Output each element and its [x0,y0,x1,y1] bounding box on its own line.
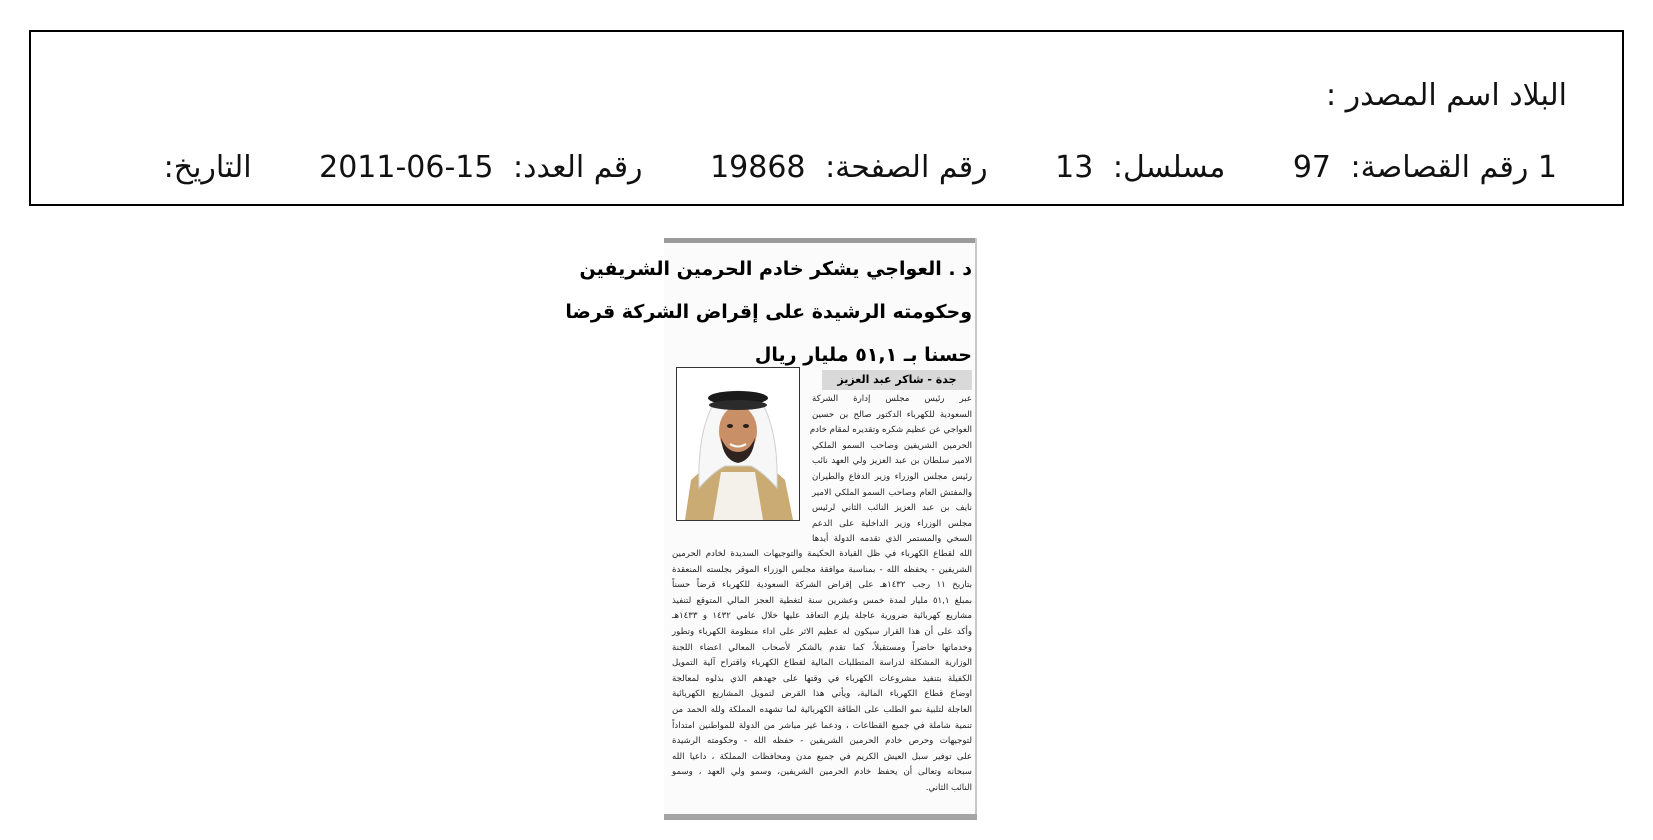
body-line: الحرمين الشريفين وصاحب السمو الملكي [812,440,972,451]
body-line: تنمية شاملة في جميع القطاعات ، ودعما غير مباشر من الدولة للمواطنين امتداداً [672,720,972,731]
body-line: اوضاع قطاع الكهرباء المالية، ويأتي هذا القرض لتمويل المشاريع الكهربائية [672,689,972,700]
body-line: مجلس الوزراء وزير الداخلية على الدعم [812,518,972,529]
body-line: مشاريع كهربائية ضرورية عاجلة يلزم التعاقد عليها خلال عامي ١٤٣٢ و ١٤٣٣هـ [672,611,972,622]
body-line: الوزارية المشكلة لدراسة المتطلبات المالية لقطاع الكهرباء واقتراح آلية التمويل [672,658,972,669]
source-value: البلاد [1509,78,1567,113]
date-value: 2011-06-15 [319,150,494,185]
article-body-column [809,392,972,548]
body-line: وخدماتها حاضراً ومستقبلاً، كما تقدم بالشكر لأصحاب المعالي اعضاء اللجنة [672,642,972,653]
body-line: السخي والمستمر الذي تقدمه الدولة أيدها [812,534,972,545]
clipping-bottom-rule [664,814,977,820]
page-value: 13 [1055,150,1094,185]
body-line: عبر رئيس مجلس إدارة الشركة [812,394,972,404]
issue-label: رقم العدد: [513,150,643,185]
body-line: الشريفين - يحفظه الله - بمناسبة موافقة مجلس الوزراء الموقر بجلسته المنعقدة [672,564,972,575]
body-line: بمبلغ ٥١,١ مليار لمدة خمس وعشرين سنة لتغطية العجز المالي المتوقع لتنفيذ [672,595,972,606]
headline-line: حسنا بـ ٥١,١ مليار ريال [754,344,972,366]
clipping-top-rule [664,238,977,243]
clip-number-label: رقم القصاصة: [1350,150,1529,185]
body-line: سبحانه وتعالى أن يحفظ خادم الحرمين الشريفين، وسمو ولي العهد ، وسمو [672,767,972,778]
details-line [164,148,1567,188]
body-line: وأكد على أن هذا القرار سيكون له عظيم الاثر على اداء منظومة الكهرباء وتطور [672,626,972,637]
serial-value: 97 [1292,150,1331,185]
clipping-side-rule [975,238,977,820]
source-label: اسم المصدر : [1325,78,1500,113]
serial-label: مسلسل: [1112,150,1226,185]
body-line: رئيس مجلس الوزراء وزير الدفاع والطيران [812,471,972,482]
headline-line: د . العواجي يشكر خادم الحرمين الشريفين [579,258,972,280]
body-line: الامير سلطان بن عبد العزيز ولي العهد نائب [812,456,972,467]
body-line: العواجي عن عظيم شكره وتقديره لمقام خادم [809,425,972,436]
body-line: الكفيلة بتنفيذ مشروعات الكهرباء في وقتها على جهدهم الذي بذلوه لمعالجة [672,673,972,684]
clipping-metadata-box [29,30,1624,206]
portrait-image [677,368,799,520]
body-line: نايف بن عبد العزيز النائب الثاني لرئيس [812,503,972,514]
article-body-full [672,547,972,797]
body-line: على توفير سبل العيش الكريم في جميع مدن ومحافظات المملكة ، داعيا الله [672,751,972,762]
issue-value: 19868 [710,150,806,185]
person-photo [676,367,800,521]
page-label: رقم الصفحة: [825,150,988,185]
headline-line: وحكومته الرشيدة على إقراض الشركة قرضا [565,301,972,323]
article-byline: جدة - شاكر عبد العزيز [822,370,972,390]
source-line [1256,76,1567,116]
body-line: لتوجيهات وحرص خادم الحرمين الشريفين - حفظه الله - وحكومته الرشيدة [672,736,972,747]
clip-number-value: 1 [1537,150,1557,185]
date-label: التاريخ: [163,150,252,185]
article-headline [565,248,972,377]
body-line: الله لقطاع الكهرباء في ظل القيادة الحكيمة والتوجيهات السديدة لخادم الحرمين [672,549,972,559]
body-line: والمفتش العام وصاحب السمو الملكي الامير [812,487,972,498]
body-line: العاجلة لتلبية نمو الطلب على الطاقة الكهربائية لما تشهده المملكة ولله الحمد من [672,704,972,715]
newspaper-clipping [565,238,977,820]
body-line: السعودية للكهرباء الدكتور صالح بن حسين [812,409,972,420]
body-line: بتاريخ ١١ رجب ١٤٣٢هـ على إقراض الشركة السعودية للكهرباء قرضاً حسناً [672,580,972,591]
body-line: النائب الثاني. [925,782,972,793]
